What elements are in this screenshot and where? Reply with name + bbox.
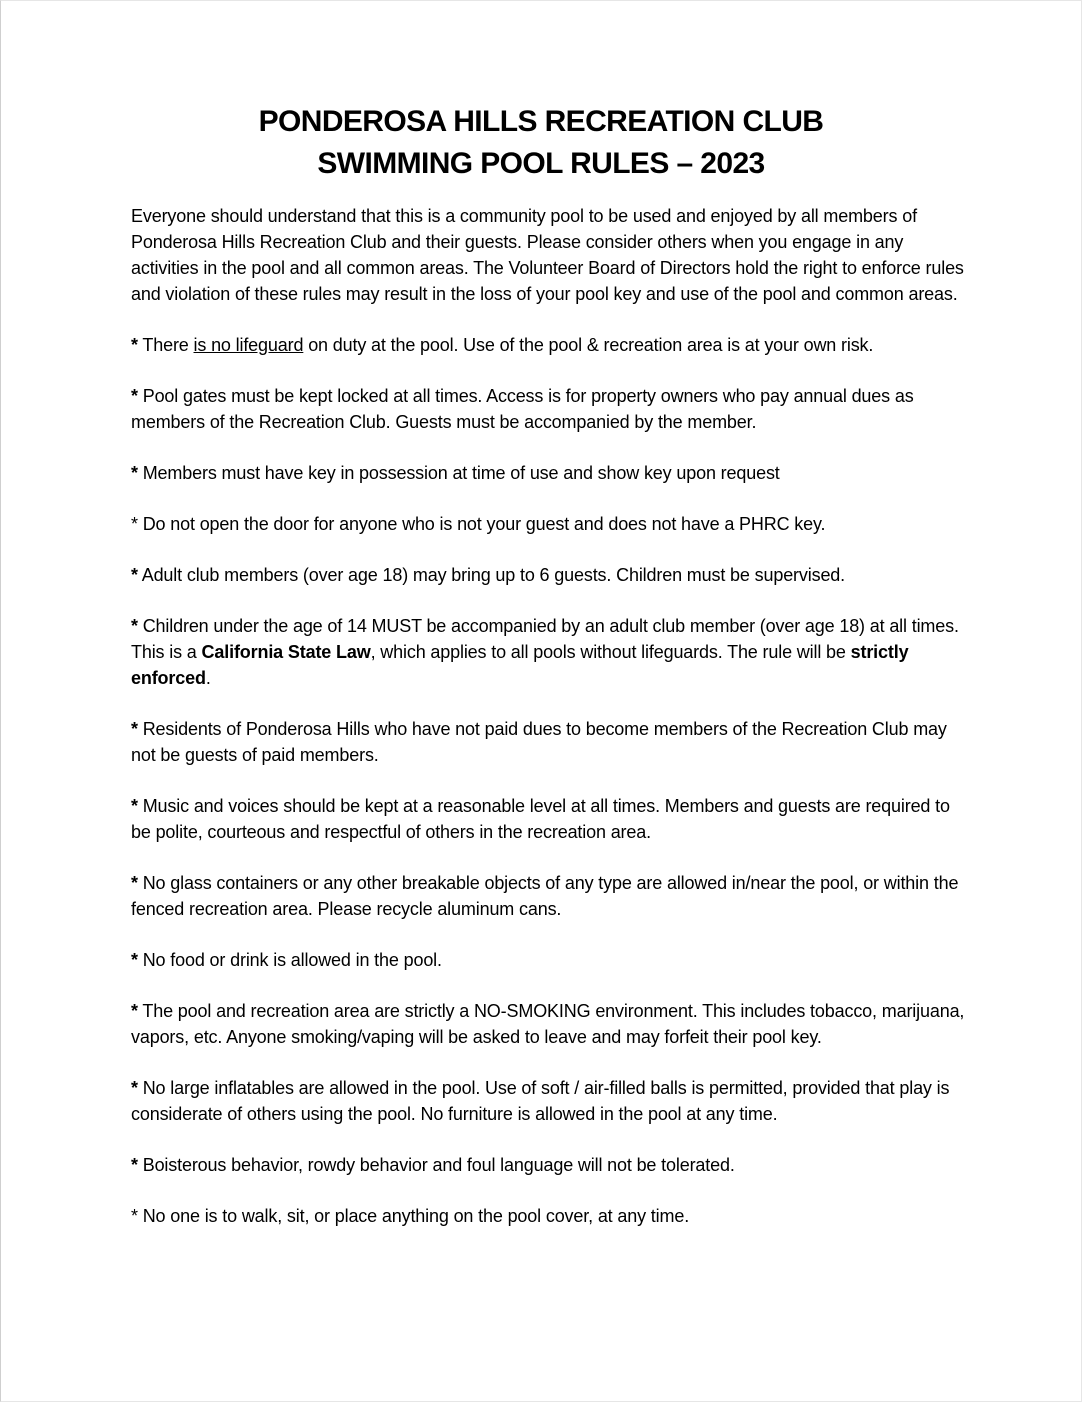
rule-non-members xyxy=(131,716,971,768)
rule-bullet: * xyxy=(131,386,138,406)
rule-text: No glass containers or any other breakable objects of any type are allowed in/near the pool, or within the fenced recreation area. Please recycle aluminum cans. xyxy=(131,873,959,919)
rule-inflatables xyxy=(131,1075,971,1127)
rule-key-possession xyxy=(131,460,971,486)
title-line-1: PONDEROSA HILLS RECREATION CLUB xyxy=(258,105,824,138)
rule-bullet: * xyxy=(131,1206,138,1226)
rule-no-lifeguard xyxy=(131,332,971,358)
rule-pool-cover xyxy=(131,1203,971,1229)
rule-emphasis-underlined: is no lifeguard xyxy=(193,335,304,355)
document-body xyxy=(131,203,971,1254)
rule-text: . xyxy=(205,668,211,688)
rule-text: There xyxy=(137,335,194,355)
rule-text: Members must have key in possession at time of use and show key upon request xyxy=(137,463,780,483)
rule-bullet: * xyxy=(131,873,138,893)
rule-text: No large inflatables are allowed in the pool. Use of soft / air-filled balls is permitted, provided that play is considerate of others using the pool. No furniture is allowed in the pool at any time. xyxy=(131,1078,950,1124)
rule-text: Children under the age of 14 MUST be accompanied by an adult club member (over age 18) at all times. This is a xyxy=(131,616,959,662)
rule-behavior xyxy=(131,1152,971,1178)
rule-text: , which applies to all pools without lifeguards. The rule will be xyxy=(370,642,851,662)
rule-no-food xyxy=(131,947,971,973)
rule-bullet: * xyxy=(131,335,138,355)
rule-bullet: * xyxy=(131,1078,138,1098)
rule-guests-limit xyxy=(131,562,971,588)
rule-bullet: * xyxy=(131,1155,138,1175)
rule-no-glass xyxy=(131,870,971,922)
rule-text: Residents of Ponderosa Hills who have not paid dues to become members of the Recreation Club may not be guests of paid members. xyxy=(131,719,947,765)
rule-text: on duty at the pool. Use of the pool & recreation area is at your own risk. xyxy=(303,335,874,355)
rule-bullet: * xyxy=(131,463,138,483)
rule-bullet: * xyxy=(131,565,138,585)
rule-text: Adult club members (over age 18) may bring up to 6 guests. Children must be supervised. xyxy=(137,565,846,585)
rule-text: Music and voices should be kept at a reasonable level at all times. Members and guests are required to be polite, courteous and respectful of others in the recreation area. xyxy=(131,796,950,842)
rule-bullet: * xyxy=(131,1001,138,1021)
title-line-2: SWIMMING POOL RULES – 2023 xyxy=(317,147,765,180)
rule-text: No food or drink is allowed in the pool. xyxy=(137,950,442,970)
rule-gates-locked xyxy=(131,383,971,435)
rule-bullet: * xyxy=(131,950,138,970)
rule-emphasis-bold: strictly enforced xyxy=(131,642,909,688)
rule-text: Pool gates must be kept locked at all times. Access is for property owners who pay annual dues as members of the Recreation Club. Guests must be accompanied by the member. xyxy=(131,386,914,432)
document-title xyxy=(1,101,1081,185)
rule-text: Do not open the door for anyone who is not your guest and does not have a PHRC key. xyxy=(137,514,826,534)
rule-text: Boisterous behavior, rowdy behavior and foul language will not be tolerated. xyxy=(137,1155,735,1175)
rule-bullet: * xyxy=(131,719,138,739)
rule-children xyxy=(131,613,971,691)
rule-bullet: * xyxy=(131,514,138,534)
rule-door xyxy=(131,511,971,537)
rule-no-smoking xyxy=(131,998,971,1050)
rule-bullet: * xyxy=(131,796,138,816)
rule-bullet: * xyxy=(131,616,138,636)
rule-emphasis-bold: California State Law xyxy=(201,642,371,662)
rule-music-voices xyxy=(131,793,971,845)
rule-text: No one is to walk, sit, or place anything on the pool cover, at any time. xyxy=(137,1206,690,1226)
rule-text: The pool and recreation area are strictly a NO-SMOKING environment. This includes tobacco, marijuana, vapors, etc. Anyone smoking/vaping will be asked to leave and may forfeit their pool key. xyxy=(131,1001,965,1047)
intro-paragraph: Everyone should understand that this is a community pool to be used and enjoyed by all members of Ponderosa Hills Recreation Club and their guests. Please consider others when you engage in any activities in the pool and all common areas. The Volunteer Board of Directors hold the right to enforce rules and violation of these rules may result in the loss of your pool key and use of the pool and common areas. xyxy=(131,206,964,304)
